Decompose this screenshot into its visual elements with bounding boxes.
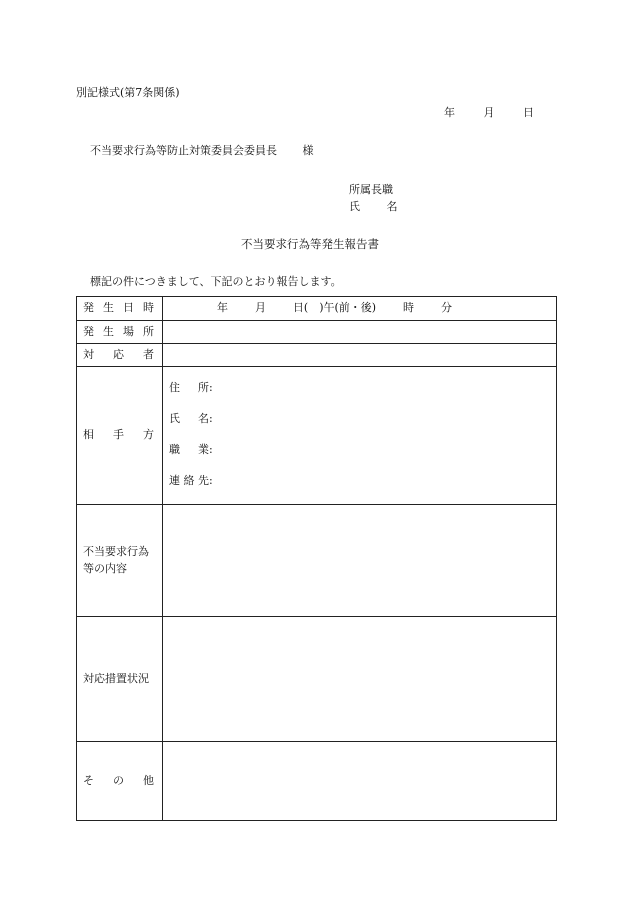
form-number: 別記様式(第7条関係) [76,86,180,99]
row-party [77,367,557,505]
label-char: 対 [83,347,94,361]
label-other [77,742,163,821]
addressee-name: 不当要求行為等防止対策委員会委員長 [90,144,277,157]
label-char: 方 [143,428,154,442]
value-responder[interactable] [163,344,557,367]
report-table [76,296,557,821]
field-colon: : [209,474,213,487]
addressee-honorific: 様 [302,144,314,157]
value-datetime[interactable] [163,297,557,321]
sender-name-char: 名 [386,200,398,213]
value-other[interactable] [163,742,557,821]
label-char: 手 [113,428,124,442]
label-content [77,505,163,617]
row-place [77,321,557,344]
field-char: 名 [198,412,209,425]
field-char: 所 [198,381,209,394]
datetime-hour: 時 [403,301,415,315]
party-address [169,380,556,411]
label-place [77,321,163,344]
document-title: 不当要求行為等発生報告書 [241,237,379,251]
date-day: 日 [523,106,534,119]
sender-position: 所属長職 [349,183,393,196]
date-line [444,104,534,120]
row-responder [77,344,557,367]
row-content [77,505,557,617]
label-responder [77,344,163,367]
party-name [169,411,556,442]
label-char: 者 [143,347,154,361]
value-content[interactable] [163,505,557,617]
label-char: そ [83,773,94,787]
label-char: 相 [83,428,94,442]
datetime-year: 年 [217,301,228,315]
party-occupation [169,442,556,473]
label-char: 生 [103,324,114,338]
value-place[interactable] [163,321,557,344]
intro-text: 標記の件につきまして、下記のとおり報告します。 [90,275,342,288]
datetime-day-ampm: 日( )午(前・後) [292,301,377,315]
row-measures [77,617,557,742]
label-char: 他 [143,773,154,787]
label-char: 発 [83,301,94,315]
label-measures [77,617,163,742]
label-party [77,367,163,505]
label-char: 生 [103,301,114,315]
label-char: の [113,773,124,787]
field-char: 絡 [183,474,195,487]
sender-name [349,198,398,214]
label-char: 応 [113,347,124,361]
field-char: 職 [169,443,180,456]
value-party[interactable] [163,367,557,505]
label-measures-text: 対応措置状況 [83,671,149,685]
sender-name-char: 氏 [349,200,360,213]
field-char: 氏 [169,412,180,425]
date-month: 月 [483,106,495,119]
field-char: 先 [198,474,209,487]
row-other [77,742,557,821]
party-contact [169,473,556,504]
label-char: 所 [143,324,154,338]
value-measures[interactable] [163,617,557,742]
label-char: 時 [143,301,154,315]
datetime-minute: 分 [440,301,452,315]
label-char: 場 [123,324,134,338]
field-colon: : [209,381,213,394]
field-char: 住 [169,381,180,394]
label-content-text: 不当要求行為等の内容 [83,545,149,575]
field-char: 連 [169,474,180,487]
row-datetime [77,297,557,321]
label-char: 日 [123,301,134,315]
date-year: 年 [444,106,455,119]
datetime-month: 月 [254,301,266,315]
label-datetime [77,297,163,321]
field-char: 業 [198,443,209,456]
label-char: 発 [83,324,94,338]
field-colon: : [209,412,213,425]
field-colon: : [209,443,213,456]
addressee [90,142,314,158]
